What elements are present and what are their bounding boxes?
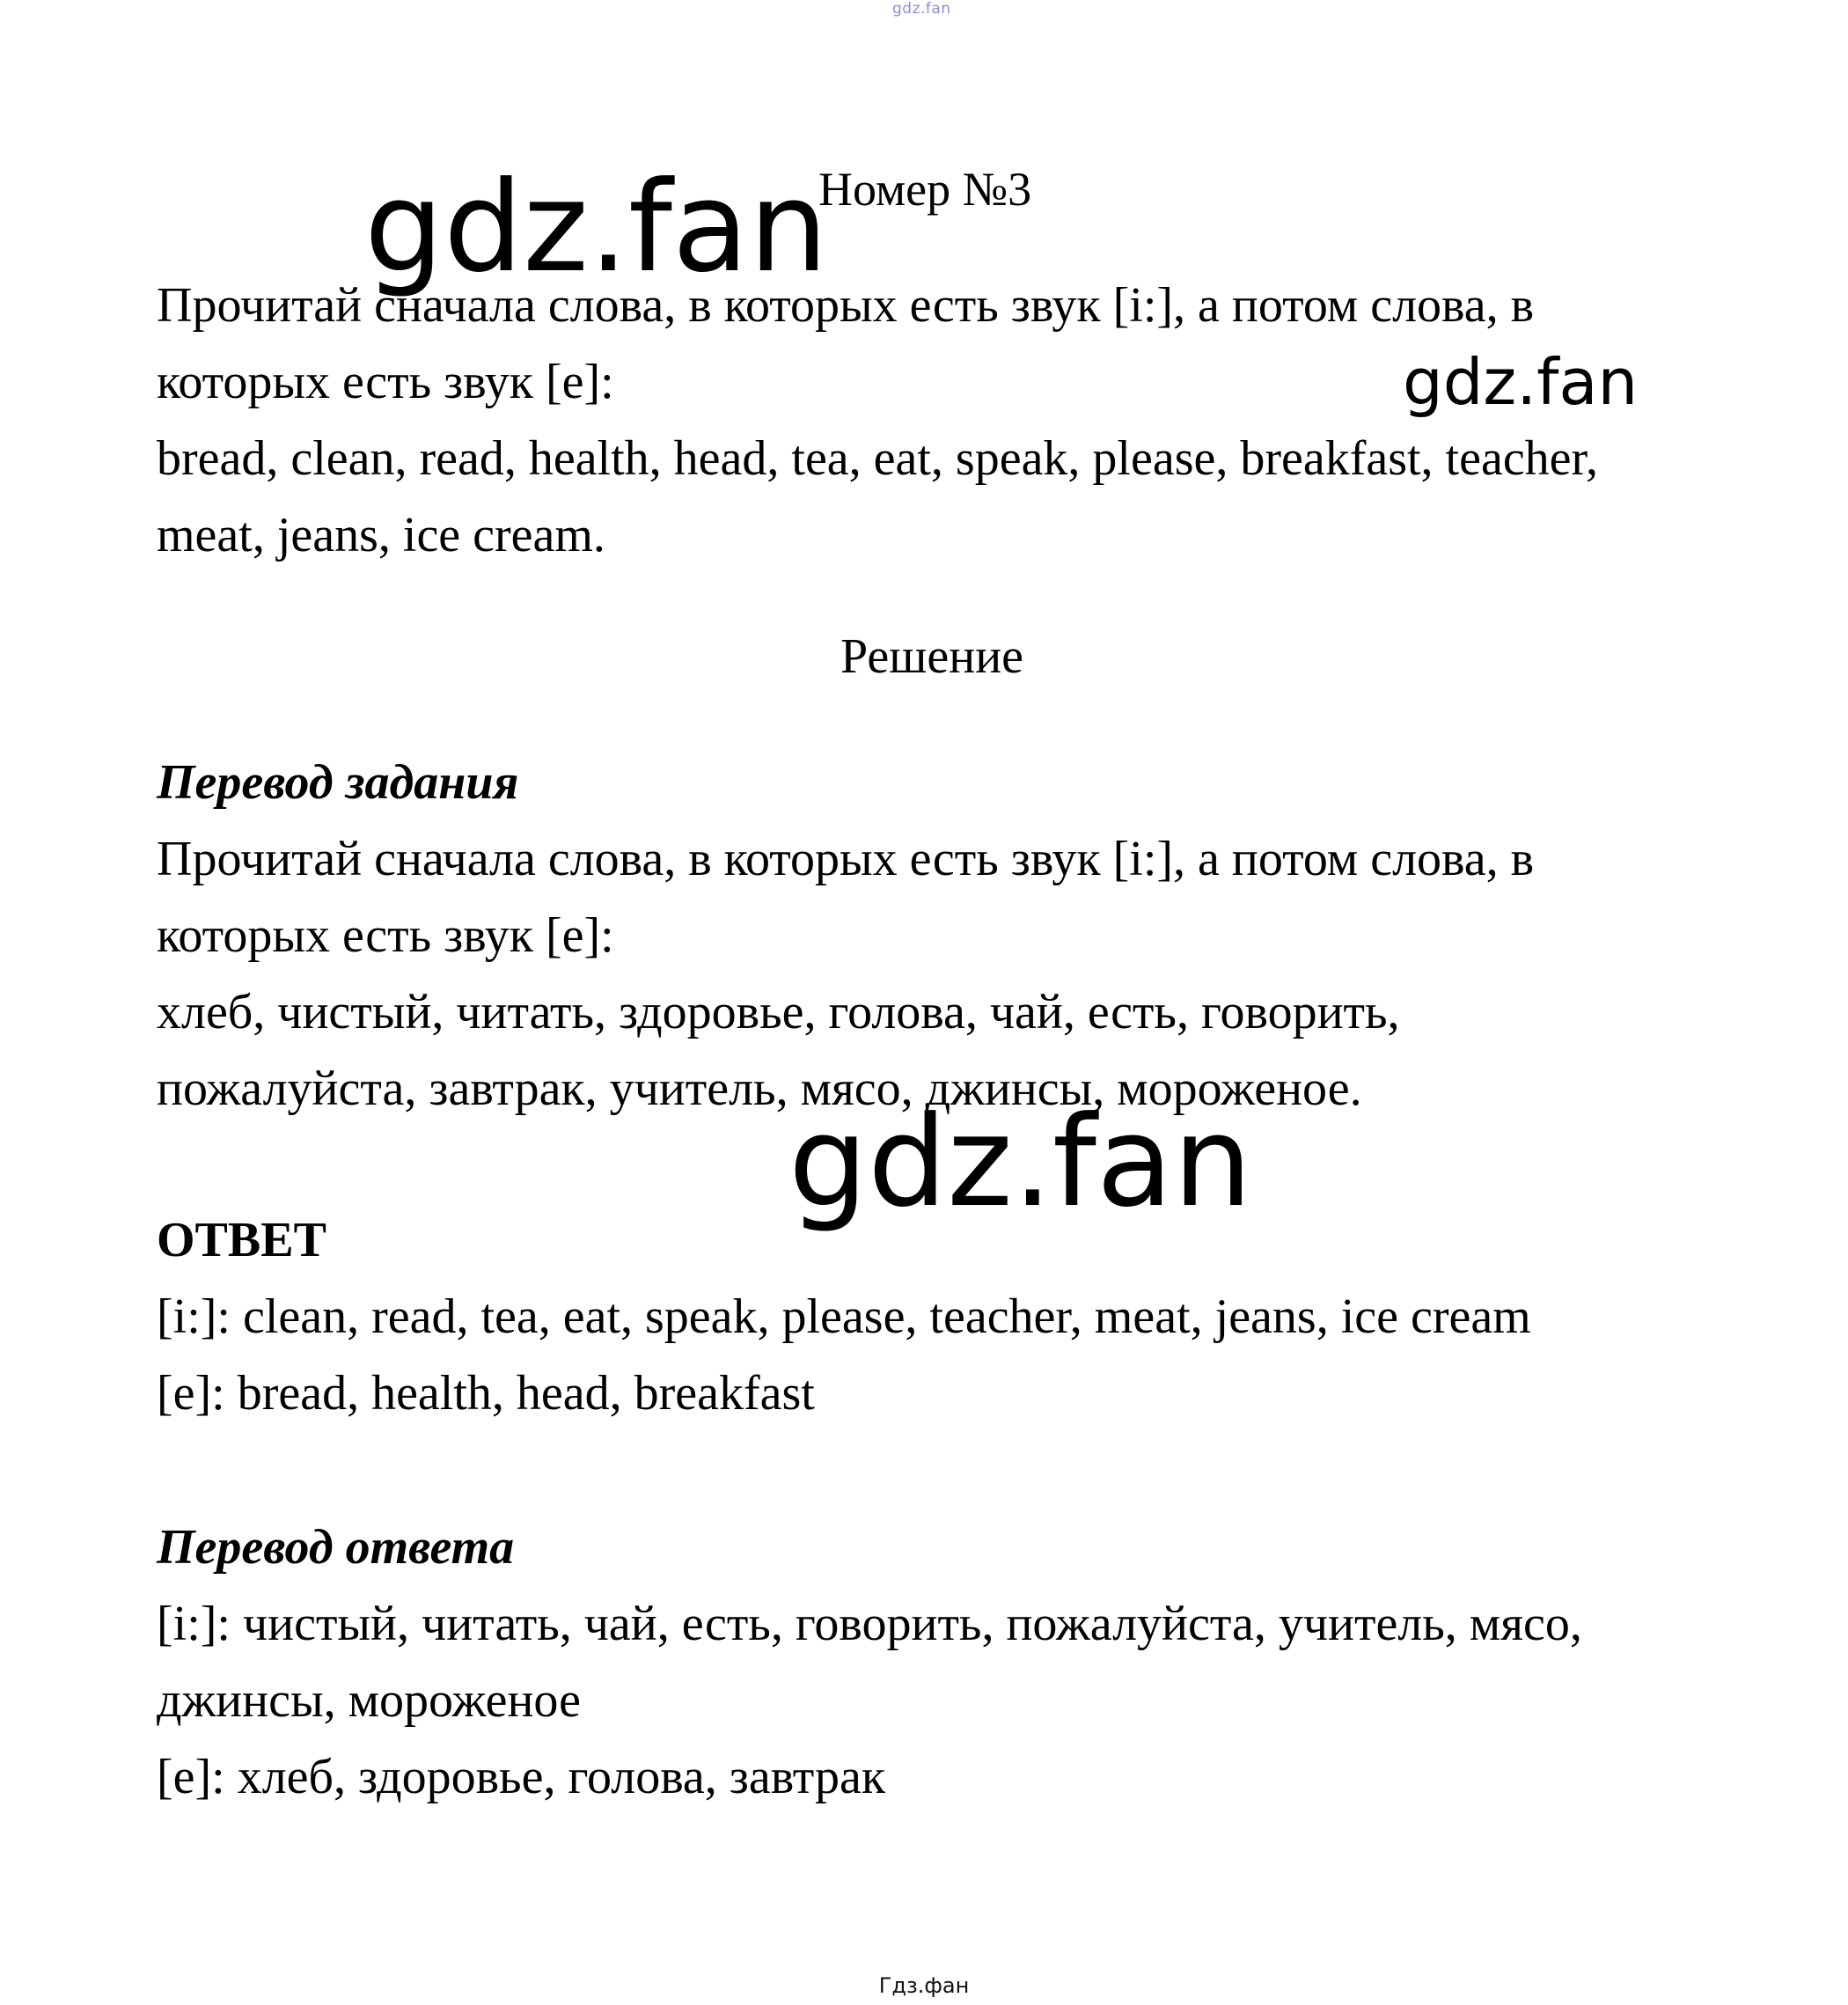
task-translation-section [157, 745, 1705, 1127]
top-watermark: gdz.fan [892, 0, 951, 18]
watermark-logo: gdz.fan [364, 155, 828, 300]
watermark-logo: gdz.fan [788, 1090, 1252, 1235]
answer-translation-section [157, 1509, 1705, 1816]
answer-line-i: [i:]: clean, read, tea, eat, speak, please, teacher, meat, jeans, ice cream [157, 1289, 1531, 1344]
task-word-list: bread, clean, read, health, head, tea, eat, speak, please, breakfast, teacher, [157, 431, 1598, 486]
task-translation-line: которых есть звук [e]: [157, 908, 614, 963]
answer-translation-line-e: [e]: хлеб, здоровье, голова, завтрак [157, 1750, 886, 1804]
task-text [157, 268, 1705, 574]
answer-section [157, 1202, 1705, 1432]
answer-heading: ОТВЕТ [157, 1213, 326, 1267]
task-translation-heading: Перевод задания [157, 755, 519, 810]
task-word-list: meat, jeans, ice cream. [157, 508, 605, 562]
page-title: Номер №3 [818, 163, 1032, 216]
task-translation-word-list: хлеб, чистый, читать, здоровье, голова, чай, есть, говорить, [157, 985, 1400, 1039]
task-line: которых есть звук [e]: [157, 355, 614, 409]
task-translation-line: Прочитай сначала слова, в которых есть звук [i:], а потом слова, в [157, 832, 1535, 886]
task-line: Прочитай сначала слова, в которых есть звук [i:], а потом слова, в [157, 278, 1535, 333]
task-translation-word-list: пожалуйста, завтрак, учитель, мясо, джинсы, мороженое. [157, 1061, 1362, 1116]
answer-translation-line-i-cont: джинсы, мороженое [157, 1673, 581, 1728]
footer-text: Гдз.фан [878, 1973, 970, 1998]
watermark-logo: gdz.fan [1403, 345, 1639, 419]
answer-line-e: [e]: bread, health, head, breakfast [157, 1366, 815, 1421]
answer-translation-heading: Перевод ответа [157, 1520, 515, 1575]
solution-heading: Решение [840, 629, 1024, 684]
answer-translation-line-i: [i:]: чистый, читать, чай, есть, говорить, пожалуйста, учитель, мясо, [157, 1597, 1582, 1651]
